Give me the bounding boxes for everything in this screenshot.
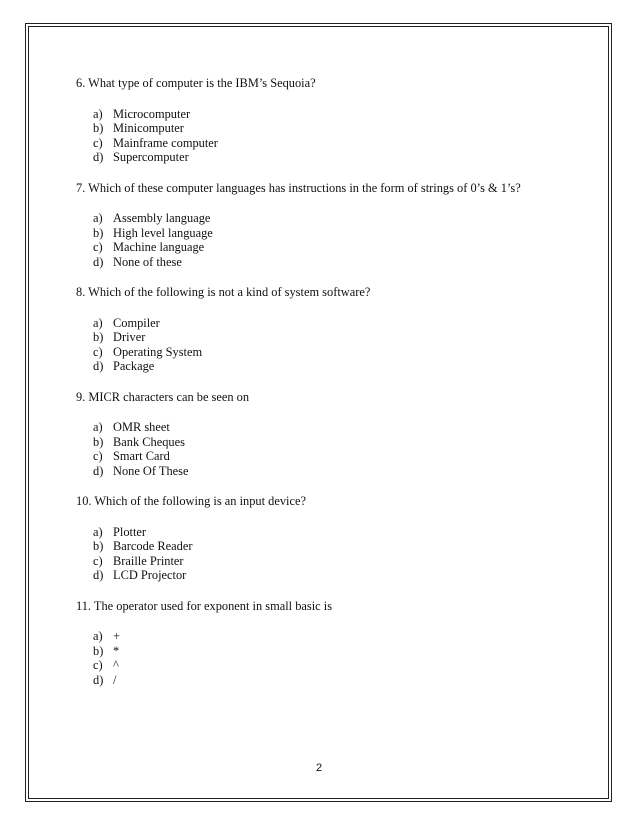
option-text: LCD Projector — [113, 568, 187, 582]
option-letter: b) — [93, 121, 104, 135]
option-text: Barcode Reader — [113, 539, 193, 553]
option-text: Driver — [113, 330, 146, 344]
option-item — [93, 644, 576, 659]
option-item — [93, 255, 576, 270]
option-text: Bank Cheques — [113, 434, 185, 449]
option-item — [93, 150, 576, 165]
question-text: 10. Which of the following is an input device? — [76, 494, 306, 508]
option-item — [93, 449, 576, 464]
option-text: High level language — [113, 225, 213, 240]
question-block — [76, 599, 576, 688]
option-letter: c) — [93, 658, 103, 672]
option-text: None of these — [113, 254, 182, 269]
option-text: Assembly language — [113, 211, 211, 225]
option-letter: c) — [93, 449, 103, 463]
option-letter: b) — [93, 330, 104, 344]
option-letter: d) — [93, 359, 104, 373]
option-letter: a) — [93, 106, 103, 121]
option-item — [93, 554, 576, 569]
option-letter: c) — [93, 344, 103, 359]
option-text: * — [113, 643, 120, 658]
option-letter: d) — [93, 463, 104, 478]
option-letter: c) — [93, 240, 103, 254]
option-text: Plotter — [113, 524, 147, 539]
option-item — [93, 316, 576, 331]
option-text: + — [113, 629, 120, 643]
option-item — [93, 525, 576, 540]
option-text: Package — [113, 359, 155, 373]
option-list — [93, 420, 576, 478]
option-text: Supercomputer — [113, 150, 189, 164]
option-list — [93, 629, 576, 687]
option-list — [93, 211, 576, 269]
option-letter: b) — [93, 643, 104, 658]
option-item — [93, 136, 576, 151]
option-text: Smart Card — [113, 449, 170, 463]
option-item — [93, 121, 576, 136]
option-text: OMR sheet — [113, 420, 170, 434]
option-text: Braille Printer — [113, 553, 184, 568]
option-item — [93, 345, 576, 360]
option-letter: b) — [93, 434, 104, 449]
option-item — [93, 539, 576, 554]
option-item — [93, 629, 576, 644]
option-item — [93, 658, 576, 673]
question-list — [76, 76, 576, 703]
option-letter: b) — [93, 225, 104, 240]
option-letter: a) — [93, 211, 103, 225]
option-item — [93, 464, 576, 479]
option-text: Machine language — [113, 240, 205, 254]
option-item — [93, 435, 576, 450]
question-text: 9. MICR characters can be seen on — [76, 389, 250, 404]
page-number: 2 — [315, 762, 323, 774]
question-block — [76, 494, 576, 583]
option-text: ^ — [113, 658, 119, 672]
question-block — [76, 181, 576, 270]
option-item — [93, 211, 576, 226]
option-text: None Of These — [113, 463, 189, 478]
option-text: / — [113, 672, 117, 687]
question-block — [76, 285, 576, 374]
question-text: 11. The operator used for exponent in small basic is — [76, 598, 333, 613]
option-item — [93, 673, 576, 688]
option-text: Compiler — [113, 315, 160, 330]
option-list — [93, 107, 576, 165]
option-item — [93, 359, 576, 374]
option-letter: a) — [93, 315, 103, 330]
option-letter: a) — [93, 420, 103, 434]
option-text: Mainframe computer — [113, 135, 218, 150]
question-text: 8. Which of the following is not a kind of system software? — [76, 285, 371, 299]
option-letter: d) — [93, 254, 104, 269]
option-letter: c) — [93, 135, 103, 150]
option-item — [93, 107, 576, 122]
option-letter: b) — [93, 539, 104, 553]
option-letter: a) — [93, 524, 103, 539]
option-item — [93, 330, 576, 345]
question-text: 6. What type of computer is the IBM’s Sequoia? — [76, 76, 316, 90]
option-letter: d) — [93, 150, 104, 164]
option-item — [93, 420, 576, 435]
option-item — [93, 226, 576, 241]
option-letter: d) — [93, 568, 104, 582]
option-letter: a) — [93, 629, 103, 643]
question-block — [76, 390, 576, 479]
question-text: 7. Which of these computer languages has instructions in the form of strings of 0’s & 1’s? — [76, 180, 521, 195]
option-item — [93, 568, 576, 583]
option-text: Microcomputer — [113, 106, 191, 121]
question-block — [76, 76, 576, 165]
option-list — [93, 525, 576, 583]
option-letter: c) — [93, 553, 103, 568]
option-text: Operating System — [113, 344, 203, 359]
option-item — [93, 240, 576, 255]
option-list — [93, 316, 576, 374]
option-text: Minicomputer — [113, 121, 184, 135]
option-letter: d) — [93, 672, 104, 687]
